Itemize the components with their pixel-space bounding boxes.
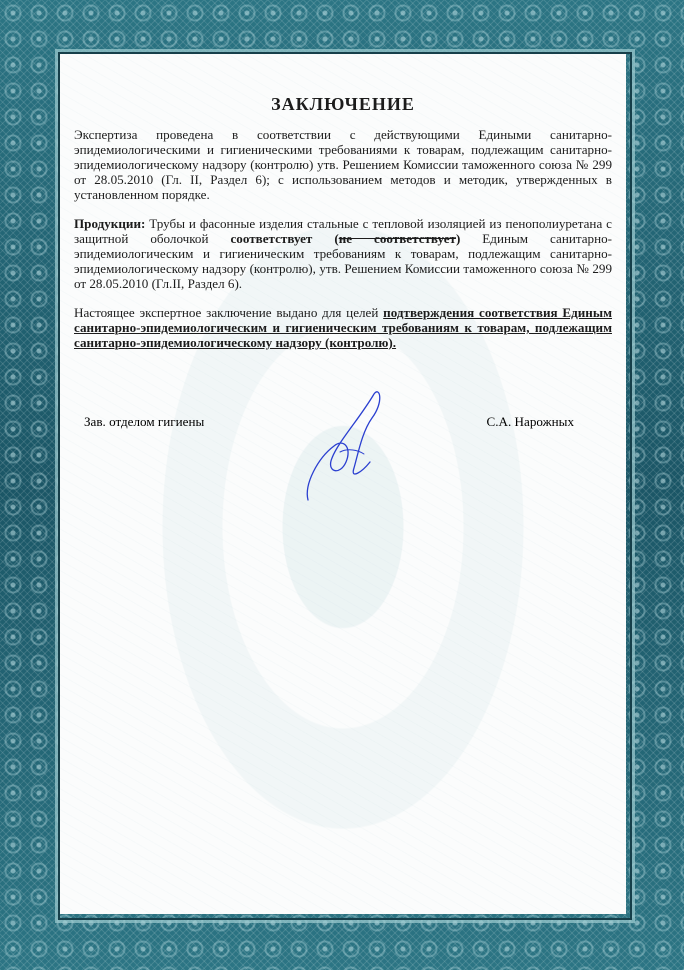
products-paragraph (74, 216, 612, 291)
complies-mark: соответствует (230, 231, 313, 246)
products-label: Продукции: (74, 216, 146, 231)
expertise-paragraph: Экспертиза проведена в соответствии с действующими Едиными санитарно-эпидемиологическими и гигиеническими требованиями к товарам, подлежащим санитарно-эпидемиологическому надзору (контролю) утв. Решением Комиссии таможенного союза № 299 от 28.05.2010 (Гл. II, Раздел 6); с использованием методов и методик, утвержденных в установленном порядке. (74, 127, 612, 202)
open-paren: ( (312, 231, 339, 246)
document-page (60, 54, 626, 914)
purpose-paragraph (74, 305, 612, 350)
document-body (74, 94, 612, 364)
handwritten-signature (300, 388, 384, 504)
signatory-name: С.А. Нарожных (486, 414, 574, 429)
purpose-text: подтверждения соответствия Единым санитарно-эпидемиологическим и гигиеническим требованиям к товарам, подлежащим санитарно-эпидемиологическому надзору (контролю). (74, 305, 612, 350)
purpose-intro: Настоящее экспертное заключение выдано для целей (74, 305, 384, 320)
requirements-text: Единым санитарно-эпидемиологическим и гигиеническим требованиям к товарам, подлежащим санитарно-эпидемиологическому надзору (контролю), утв. Решением Комиссии таможенного союза № 299 от 28.05.2010 (Гл.II, Раздел 6). (74, 231, 612, 291)
products-text: Трубы и фасонные изделия стальные с тепловой изоляцией из пенополиуретана с защитной оболочкой (74, 216, 612, 246)
close-paren: ) (455, 231, 461, 246)
not-complies-struck: не соответствует (338, 231, 456, 246)
document-title: ЗАКЛЮЧЕНИЕ (271, 94, 415, 114)
signatory-position: Зав. отделом гигиены (84, 414, 205, 429)
